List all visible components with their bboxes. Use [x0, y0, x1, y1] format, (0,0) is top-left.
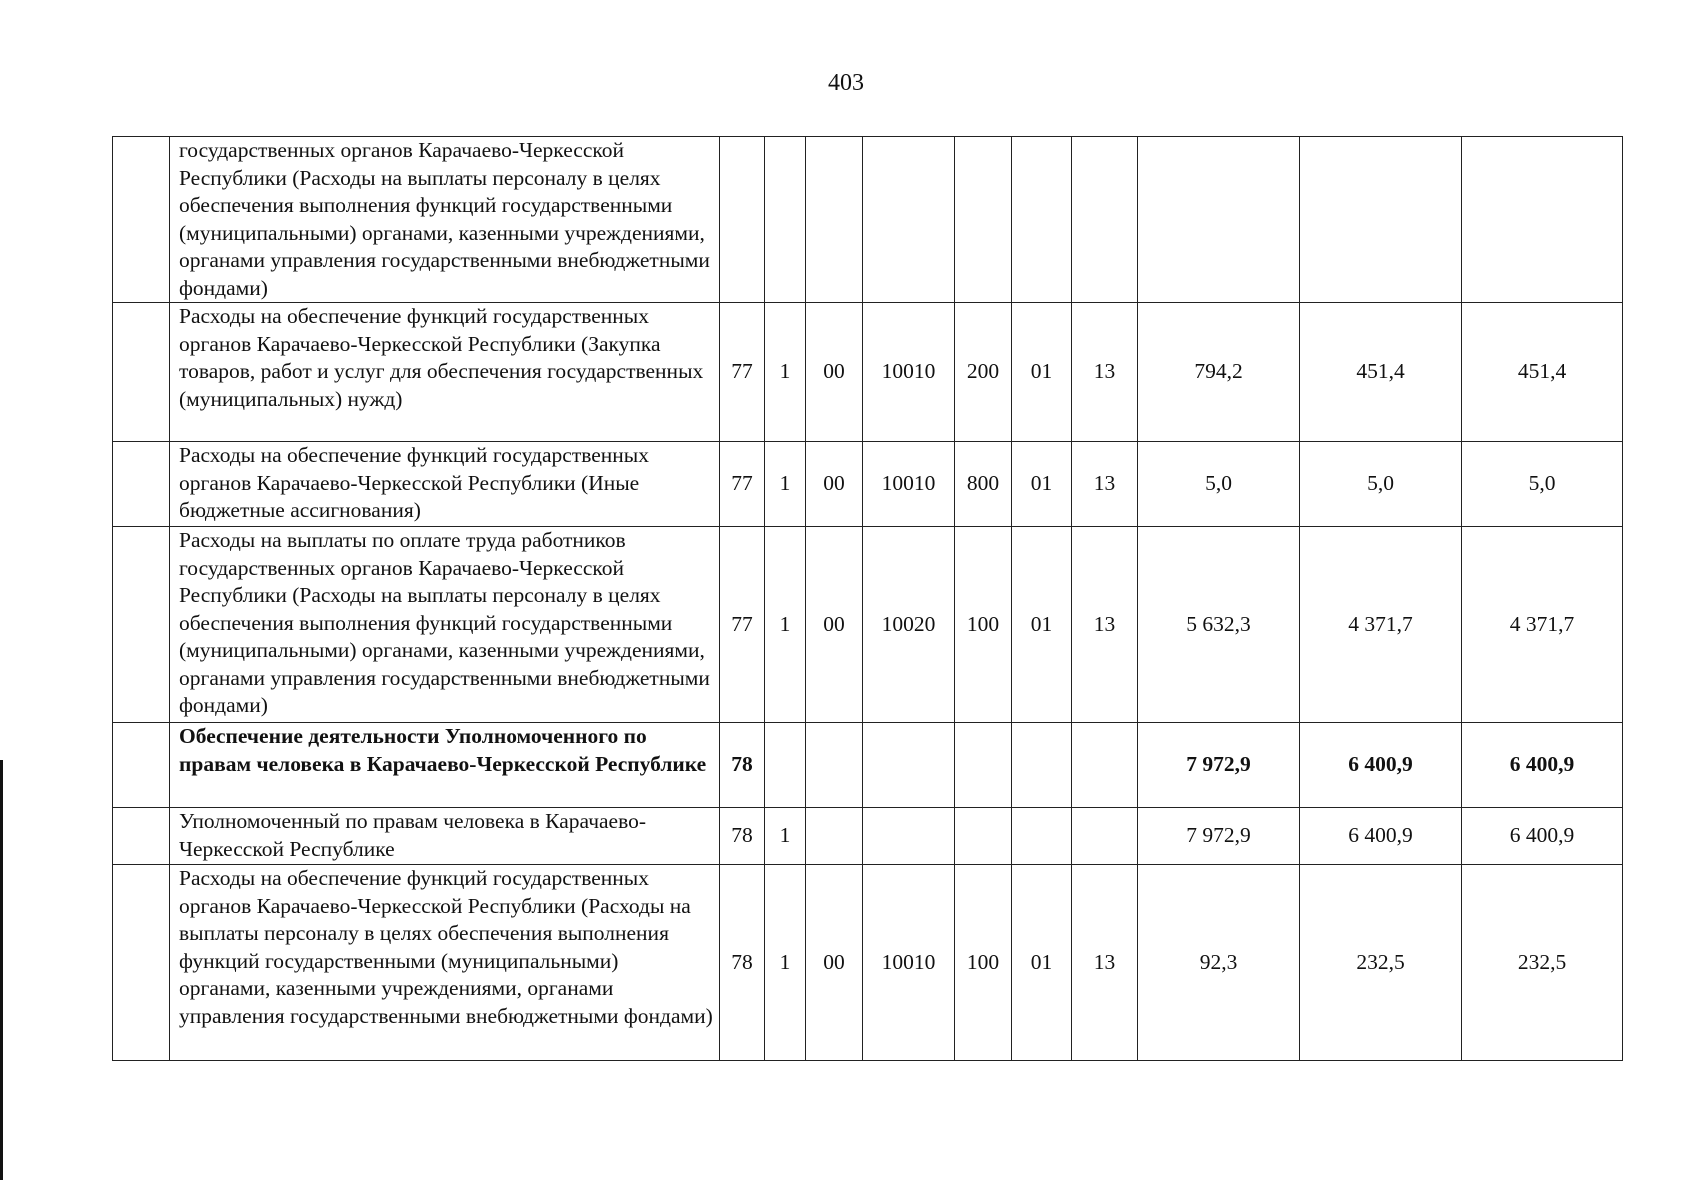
code-subprogram: 1	[765, 808, 806, 865]
code-section	[1012, 723, 1072, 808]
code-subprogram	[765, 137, 806, 303]
amount-year-2: 4 371,7	[1300, 527, 1462, 723]
row-number-cell	[113, 527, 170, 723]
code-ministry: 78	[720, 723, 765, 808]
amount-year-1	[1138, 137, 1300, 303]
code-main-activity	[806, 137, 863, 303]
code-expense-type	[955, 723, 1012, 808]
amount-year-1: 5,0	[1138, 442, 1300, 527]
row-number-cell	[113, 303, 170, 442]
amount-year-2: 6 400,9	[1300, 723, 1462, 808]
amount-year-3: 5,0	[1462, 442, 1623, 527]
code-ministry: 78	[720, 865, 765, 1061]
budget-table	[112, 136, 1623, 1061]
code-subsection: 13	[1072, 442, 1138, 527]
row-name: Уполномоченный по правам человека в Карачаево-Черкесской Республике	[170, 808, 720, 865]
amount-year-3: 232,5	[1462, 865, 1623, 1061]
table-row	[113, 303, 1623, 442]
code-ministry: 77	[720, 442, 765, 527]
code-section	[1012, 137, 1072, 303]
row-name: Обеспечение деятельности Уполномоченного по правам человека в Карачаево-Черкесской Республике	[170, 723, 720, 808]
code-subsection: 13	[1072, 865, 1138, 1061]
code-subprogram: 1	[765, 303, 806, 442]
amount-year-2: 6 400,9	[1300, 808, 1462, 865]
code-subsection: 13	[1072, 303, 1138, 442]
code-ministry: 78	[720, 808, 765, 865]
code-subprogram: 1	[765, 527, 806, 723]
code-direction	[863, 808, 955, 865]
code-direction: 10020	[863, 527, 955, 723]
table-row	[113, 442, 1623, 527]
amount-year-2: 451,4	[1300, 303, 1462, 442]
code-main-activity: 00	[806, 865, 863, 1061]
code-main-activity: 00	[806, 527, 863, 723]
code-subprogram	[765, 723, 806, 808]
table-row	[113, 865, 1623, 1061]
amount-year-2	[1300, 137, 1462, 303]
code-main-activity	[806, 723, 863, 808]
code-main-activity	[806, 808, 863, 865]
code-section	[1012, 808, 1072, 865]
code-direction: 10010	[863, 865, 955, 1061]
row-name: государственных органов Карачаево-Черкесской Республики (Расходы на выплаты персоналу в целях обеспечения выполнения функций государственными (муниципальными) органами, казенными учреждениями, органами управления государственными внебюджетными фондами)	[170, 137, 720, 303]
amount-year-2: 232,5	[1300, 865, 1462, 1061]
code-section: 01	[1012, 303, 1072, 442]
code-ministry: 77	[720, 527, 765, 723]
amount-year-2: 5,0	[1300, 442, 1462, 527]
row-name: Расходы на обеспечение функций государственных органов Карачаево-Черкесской Республики (Иные бюджетные ассигнования)	[170, 442, 720, 527]
code-direction	[863, 137, 955, 303]
table-row	[113, 808, 1623, 865]
row-number-cell	[113, 808, 170, 865]
code-expense-type: 100	[955, 527, 1012, 723]
code-main-activity: 00	[806, 442, 863, 527]
amount-year-1: 5 632,3	[1138, 527, 1300, 723]
amount-year-3: 451,4	[1462, 303, 1623, 442]
row-number-cell	[113, 442, 170, 527]
code-direction: 10010	[863, 303, 955, 442]
amount-year-1: 7 972,9	[1138, 808, 1300, 865]
code-main-activity: 00	[806, 303, 863, 442]
code-subprogram: 1	[765, 865, 806, 1061]
code-subsection	[1072, 808, 1138, 865]
code-expense-type: 200	[955, 303, 1012, 442]
row-number-cell	[113, 865, 170, 1061]
code-subprogram: 1	[765, 442, 806, 527]
code-subsection	[1072, 137, 1138, 303]
code-ministry	[720, 137, 765, 303]
code-direction	[863, 723, 955, 808]
amount-year-3: 6 400,9	[1462, 808, 1623, 865]
amount-year-3: 6 400,9	[1462, 723, 1623, 808]
amount-year-1: 794,2	[1138, 303, 1300, 442]
table-row	[113, 527, 1623, 723]
code-section: 01	[1012, 527, 1072, 723]
code-expense-type: 100	[955, 865, 1012, 1061]
code-expense-type	[955, 137, 1012, 303]
row-name: Расходы на обеспечение функций государственных органов Карачаево-Черкесской Республики (Расходы на выплаты персоналу в целях обеспечения выполнения функций государственными (муниципальными) органами, казенными учреждениями, органами управления государственными внебюджетными фондами)	[170, 865, 720, 1061]
amount-year-3	[1462, 137, 1623, 303]
code-section: 01	[1012, 865, 1072, 1061]
amount-year-3: 4 371,7	[1462, 527, 1623, 723]
table-row	[113, 137, 1623, 303]
code-ministry: 77	[720, 303, 765, 442]
table-row-section	[113, 723, 1623, 808]
row-name: Расходы на обеспечение функций государственных органов Карачаево-Черкесской Республики (Закупка товаров, работ и услуг для обеспечения государственных (муниципальных) нужд)	[170, 303, 720, 442]
code-subsection	[1072, 723, 1138, 808]
amount-year-1: 92,3	[1138, 865, 1300, 1061]
code-subsection: 13	[1072, 527, 1138, 723]
page-number: 403	[828, 70, 864, 96]
code-expense-type: 800	[955, 442, 1012, 527]
code-section: 01	[1012, 442, 1072, 527]
row-number-cell	[113, 723, 170, 808]
row-name: Расходы на выплаты по оплате труда работников государственных органов Карачаево-Черкесской Республики (Расходы на выплаты персоналу в целях обеспечения выполнения функций государственными (муниципальными) органами, казенными учреждениями, органами управления государственными внебюджетными фондами)	[170, 527, 720, 723]
row-number-cell	[113, 137, 170, 303]
scan-edge-mark	[0, 760, 3, 1180]
amount-year-1: 7 972,9	[1138, 723, 1300, 808]
code-direction: 10010	[863, 442, 955, 527]
code-expense-type	[955, 808, 1012, 865]
